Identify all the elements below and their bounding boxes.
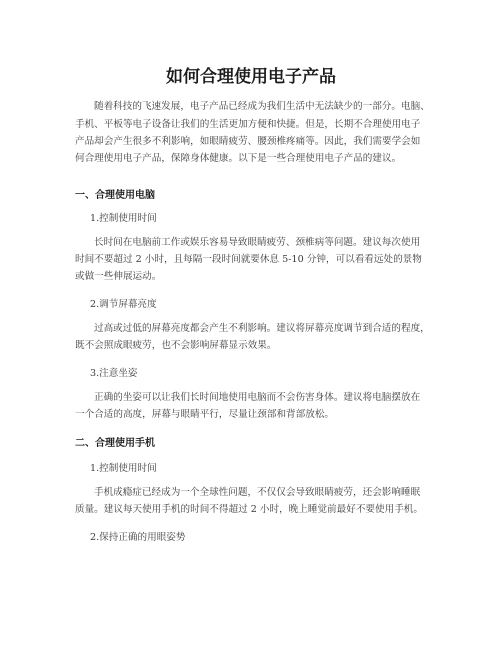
intro-line-1: 随着科技的飞速发展，电子产品已经成为我们生活中无法缺少的一部分。电脑、 bbox=[94, 101, 430, 112]
subheading-computer-time: 1.控制使用时间 bbox=[90, 213, 157, 224]
section-heading-computer: 一、合理使用电脑 bbox=[75, 190, 155, 201]
subheading-screen-brightness: 2.调节屏幕亮度 bbox=[90, 299, 157, 310]
subheading-eye-posture: 2.保持正确的用眼姿势 bbox=[90, 532, 186, 543]
paragraph-line: 时间不要超过 2 小时，且每隔一段时间就要休息 5-10 分钟，可以看看远处的景物 bbox=[75, 254, 422, 265]
paragraph-line: 一个合适的高度，屏幕与眼睛平行，尽量让颈部和背部放松。 bbox=[75, 409, 335, 420]
paragraph-line: 质量。建议每天使用手机的时间不得超过 2 小时，晚上睡觉前最好不要使用手机。 bbox=[75, 504, 423, 515]
paragraph-line: 手机成瘾症已经成为一个全球性问题，不仅仅会导致眼睛疲劳，还会影响睡眠 bbox=[94, 487, 421, 498]
paragraph-line: 正确的坐姿可以让我们长时间地使用电脑而不会伤害身体。建议将电脑摆放在 bbox=[94, 392, 421, 403]
paragraph-line: 或做一些伸展运动。 bbox=[75, 271, 162, 282]
paragraph-line: 过高或过低的屏幕亮度都会产生不利影响。建议将屏幕亮度调节到合适的程度， bbox=[94, 323, 430, 334]
subheading-phone-time: 1.控制使用时间 bbox=[90, 463, 157, 474]
document-title: 如何合理使用电子产品 bbox=[166, 67, 336, 87]
paragraph-line: 既不会照成眼疲劳，也不会影响屏幕显示效果。 bbox=[75, 340, 277, 351]
subheading-posture: 3.注意坐姿 bbox=[90, 368, 138, 379]
intro-line-3: 产品却会产生很多不利影响，如眼睛疲劳、腰颈椎疼痛等。因此，我们需要学会如 bbox=[75, 136, 421, 147]
intro-line-4: 何合理使用电子产品，保障身体健康。以下是一些合理使用电子产品的建议。 bbox=[75, 153, 402, 164]
paragraph-line: 长时间在电脑前工作或娱乐容易导致眼睛疲劳、颈椎病等问题。建议每次使用 bbox=[94, 237, 421, 248]
section-heading-phone: 二、合理使用手机 bbox=[75, 438, 155, 449]
intro-line-2: 手机、平板等电子设备让我们的生活更加方便和快捷。但是，长期不合理使用电子 bbox=[75, 119, 421, 130]
